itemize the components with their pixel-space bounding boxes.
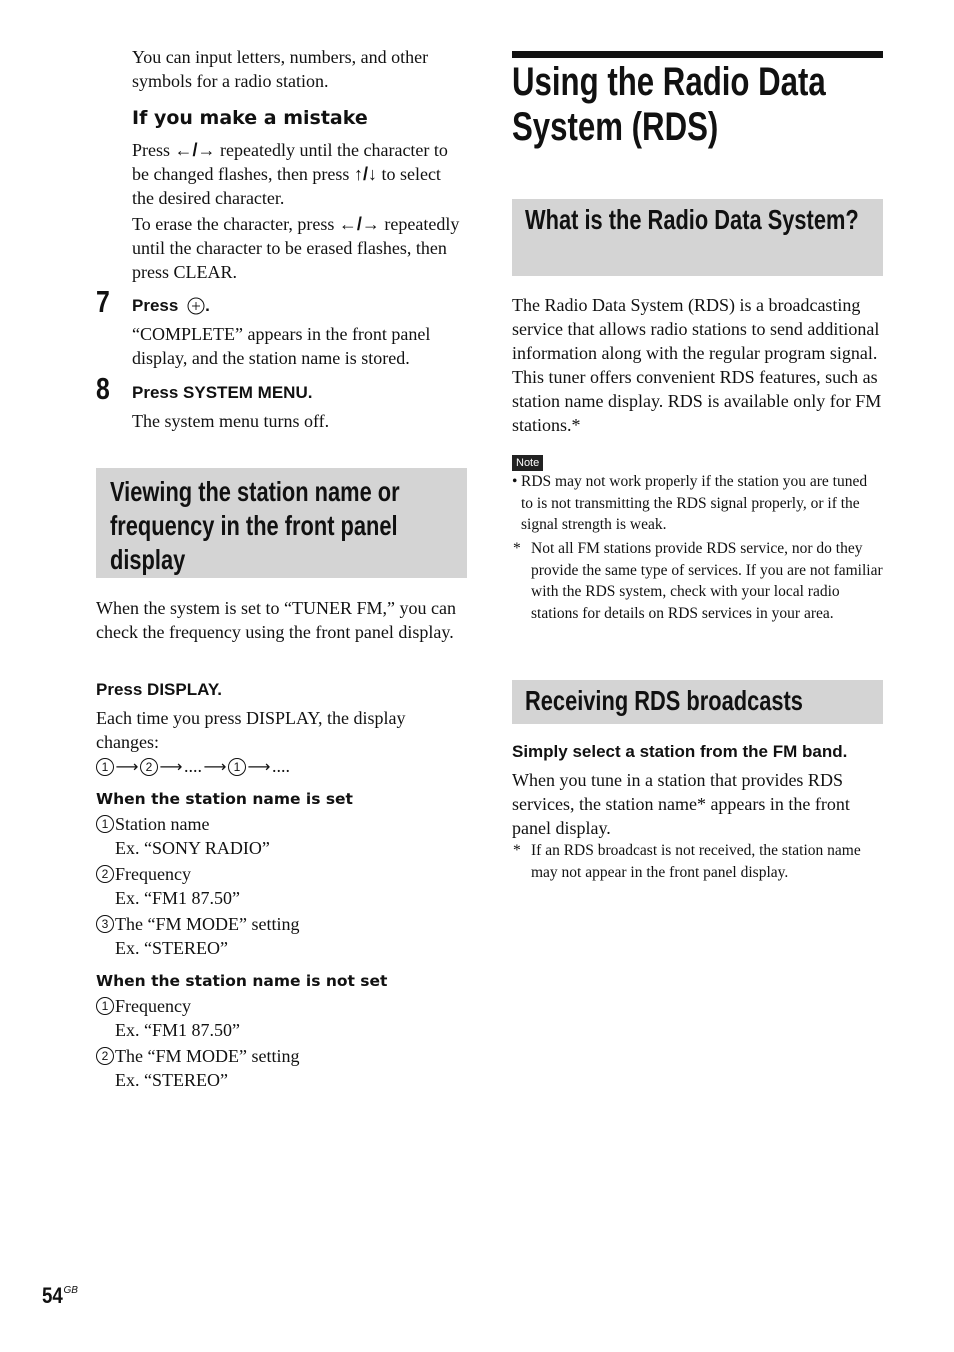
left-right-arrow-icon: ←/→	[338, 214, 380, 234]
note-badge: Note	[512, 453, 543, 471]
mistake-heading: If you make a mistake	[132, 107, 368, 129]
step-8-number: 8	[96, 371, 110, 406]
list-item: 2 Frequency Ex. “FM1 87.50”	[96, 862, 467, 912]
receive-heading: Receiving RDS broadcasts	[525, 685, 803, 716]
arrow-right-icon: ⟶	[159, 757, 183, 776]
set-heading: When the station name is set	[96, 790, 353, 808]
receive-step-heading: Simply select a station from the FM band.	[512, 742, 848, 761]
step-8-body: The system menu turns off.	[132, 411, 330, 431]
arrow-right-icon: ⟶	[115, 757, 139, 776]
what-heading-box	[512, 199, 883, 276]
left-right-arrow-icon: ←/→	[174, 140, 216, 160]
section-heading-box	[96, 468, 467, 578]
arrow-right-icon: ⟶	[247, 757, 271, 776]
step-7-number: 7	[96, 284, 110, 319]
what-heading: What is the Radio Data System?	[525, 204, 859, 235]
display-sequence: 1 ⟶ 2 ⟶....⟶ 1 ⟶....	[96, 754, 467, 779]
note-footnote: * Not all FM stations provide RDS service, nor do they provide the same type of services. If you are not familiar with the RDS system, check with your local radio stations for details on RDS services in your area.	[513, 540, 883, 622]
receive-body: When you tune in a station that provides RDS services, the station name* appears in the front panel display.	[512, 770, 850, 838]
mistake-paragraph-1: Press ←/→ repeatedly until the character to be changed flashes, then press ↑/↓ to select the desired character.	[132, 140, 448, 208]
circled-number: 2	[140, 758, 158, 776]
main-title: Using the Radio Data System (RDS)	[512, 60, 826, 149]
step-7-heading: Press .	[132, 296, 210, 315]
list-item: 1 Frequency Ex. “FM1 87.50”	[96, 994, 467, 1044]
step-7-body: “COMPLETE” appears in the front panel display, and the station name is stored.	[132, 324, 431, 368]
circled-number: 1	[228, 758, 246, 776]
circled-number: 1	[96, 997, 114, 1015]
circled-number: 2	[96, 865, 114, 883]
circled-number: 1	[96, 758, 114, 776]
arrow-right-icon: ⟶	[203, 757, 227, 776]
title-rule	[512, 51, 883, 58]
section-intro: When the system is set to “TUNER FM,” you can check the frequency using the front panel display.	[96, 598, 456, 642]
page-number: $54^{GB}$	[42, 1283, 78, 1308]
list-item: 1 Station name Ex. “SONY RADIO”	[96, 812, 467, 862]
notset-heading: When the station name is not set	[96, 972, 388, 990]
enter-button-icon	[187, 297, 205, 315]
mistake-paragraph-2: To erase the character, press ←/→ repeatedly until the character to be erased flashes, then press CLEAR.	[132, 214, 460, 282]
section-heading: Viewing the station name or frequency in the front panel display	[110, 476, 400, 575]
up-down-arrow-icon: ↑/↓	[353, 164, 377, 184]
step-8-heading: Press SYSTEM MENU.	[132, 383, 313, 402]
what-body: The Radio Data System (RDS) is a broadcasting service that allows radio stations to send additional information along with the regular program signal. This tuner offers convenient RDS features, such as station name display. RDS is available only for FM stations.*	[512, 295, 882, 435]
notset-list	[96, 994, 467, 1094]
list-item: 2 The “FM MODE” setting Ex. “STEREO”	[96, 1044, 467, 1094]
press-display-heading: Press DISPLAY.	[96, 680, 222, 699]
circled-number: 1	[96, 815, 114, 833]
list-item: 3 The “FM MODE” setting Ex. “STEREO”	[96, 912, 467, 962]
receive-heading-box	[512, 680, 883, 724]
set-list	[96, 812, 467, 962]
circled-number: 3	[96, 915, 114, 933]
circled-number: 2	[96, 1047, 114, 1065]
display-body: Each time you press DISPLAY, the display changes:	[96, 708, 406, 752]
intro-text: You can input letters, numbers, and other symbols for a radio station.	[132, 47, 429, 91]
note-bullet: • RDS may not work properly if the station you are tuned to is not transmitting the RDS signal properly, or if the signal strength is weak.	[512, 473, 868, 534]
receive-footnote: * If an RDS broadcast is not received, the station name may not appear in the front panel display.	[513, 842, 861, 881]
